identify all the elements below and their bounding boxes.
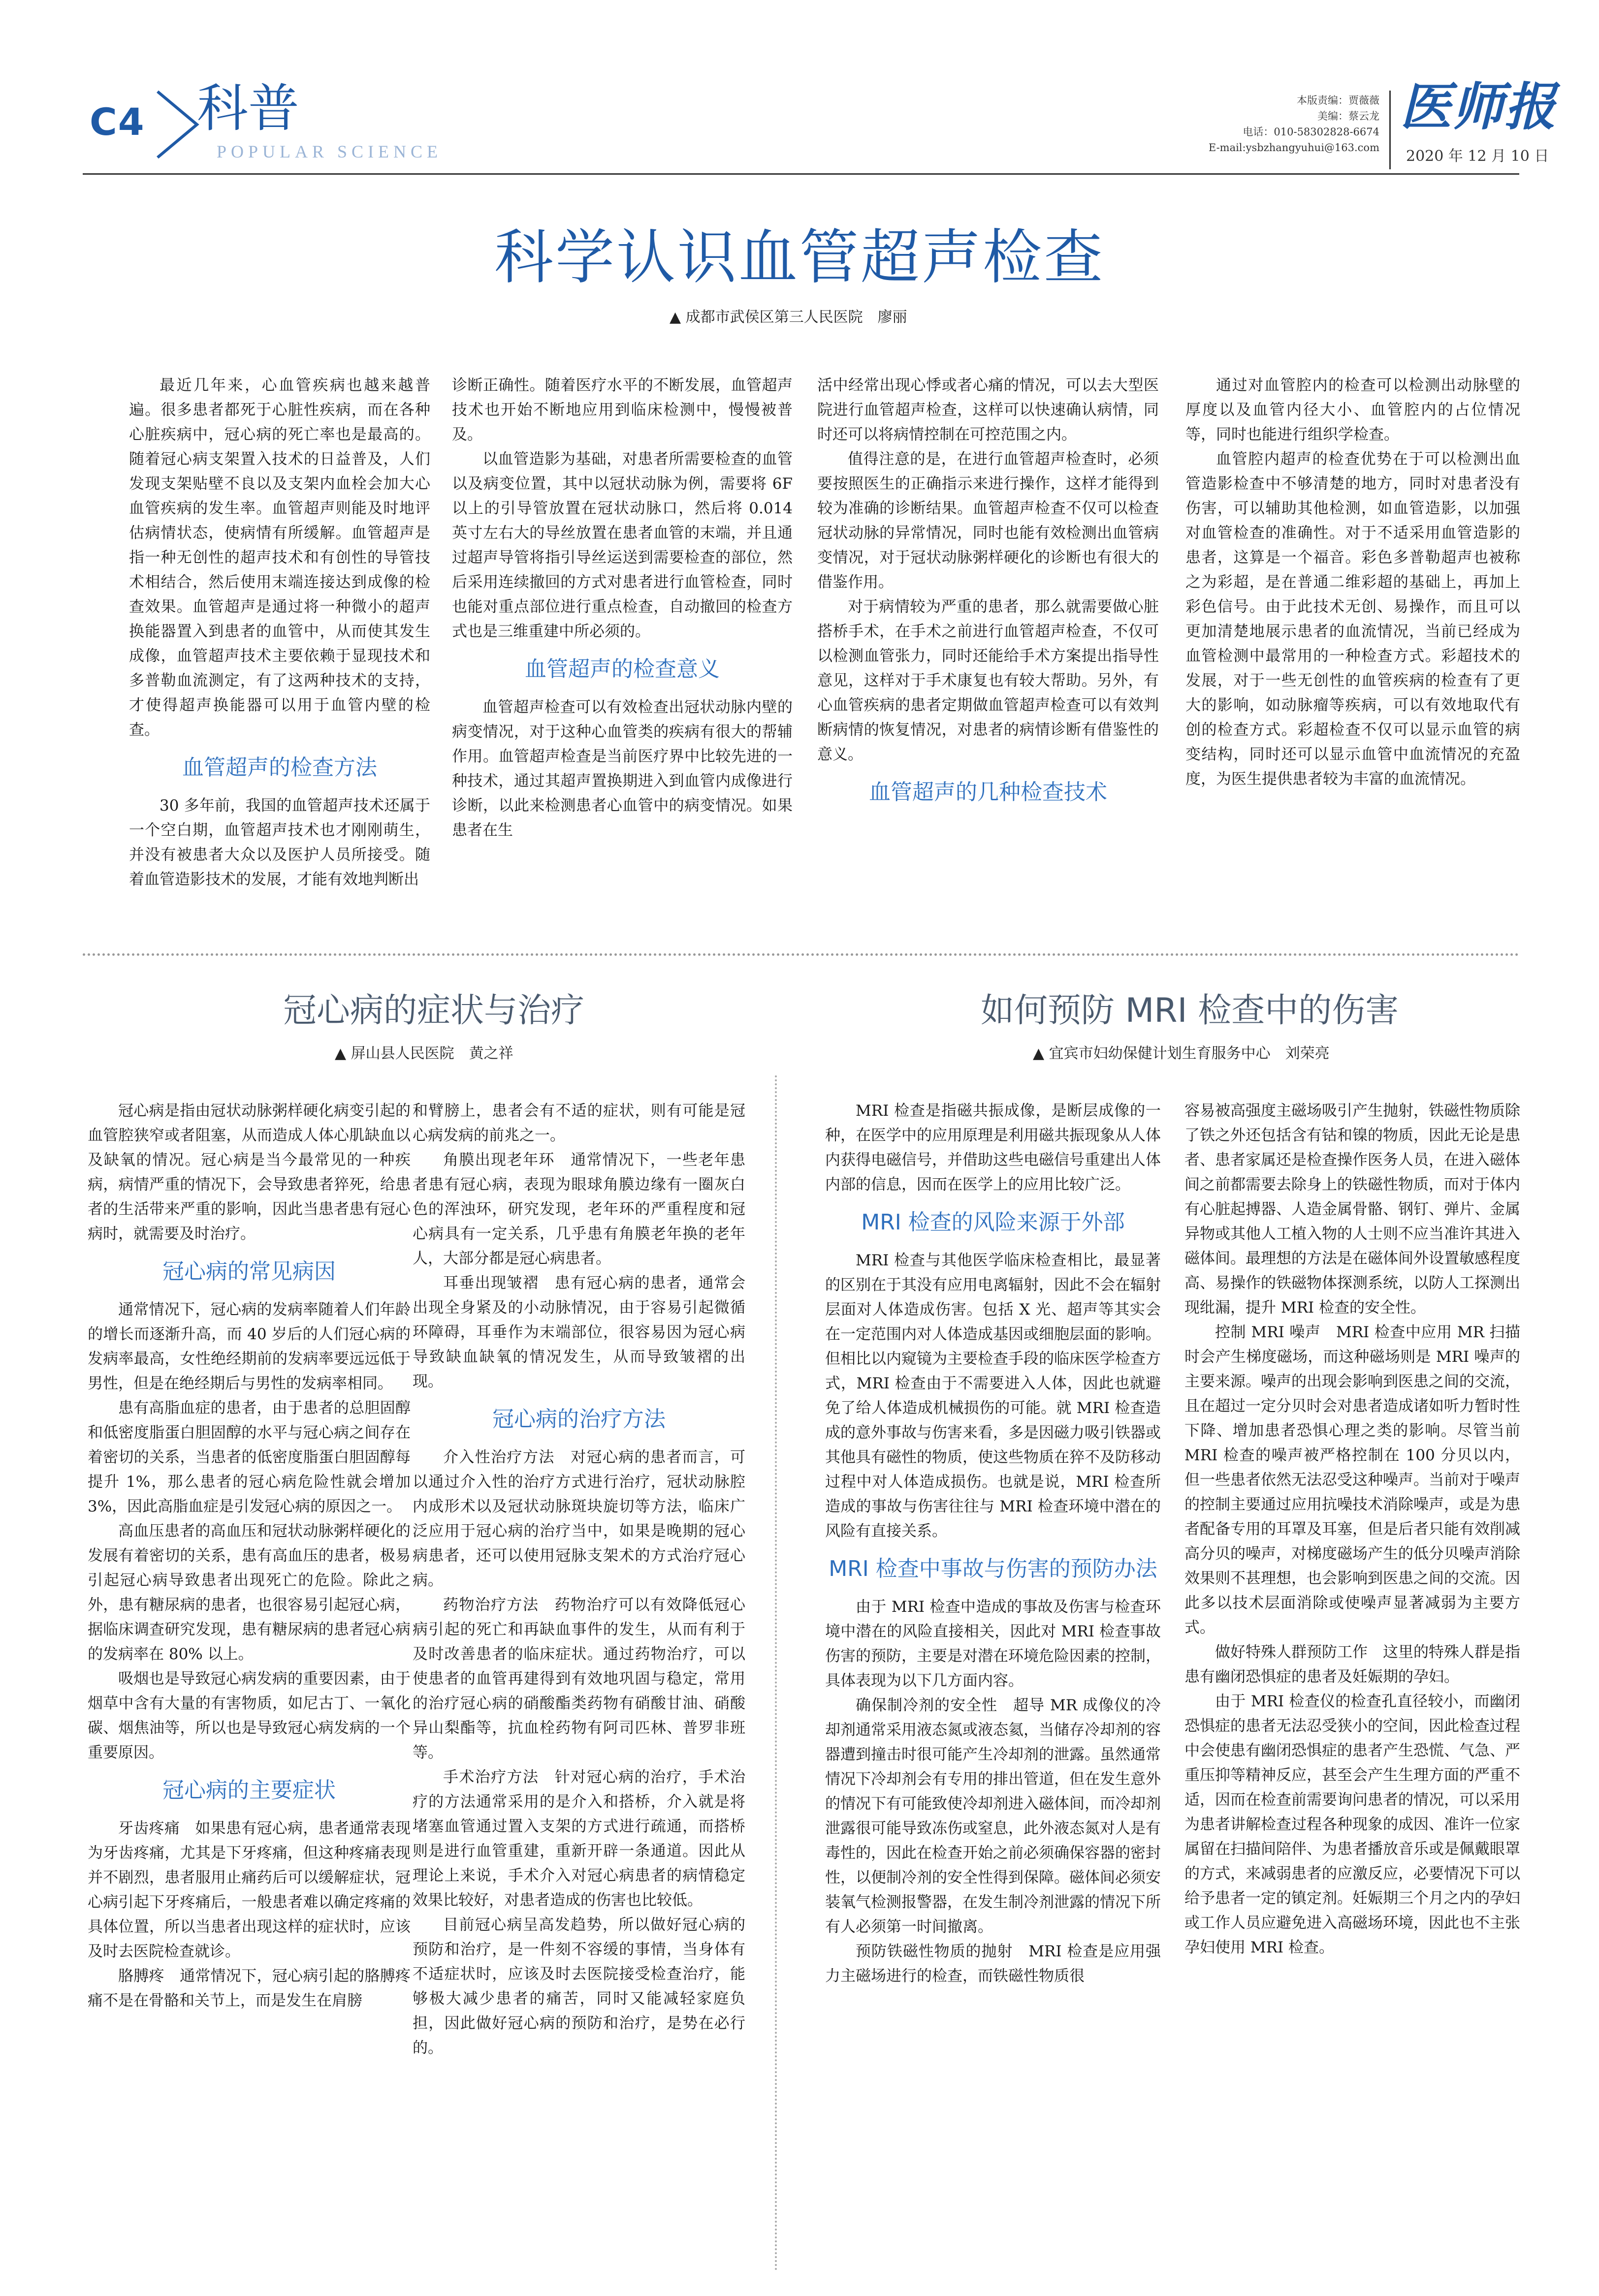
section-heading: 血管超声的几种检查技术 xyxy=(869,780,1107,805)
paragraph: 预防铁磁性物质的抛射 MRI 检查是应用强力主磁场进行的检查，而铁磁性物质很 xyxy=(825,1943,1161,1985)
section-heading: 血管超声的检查意义 xyxy=(525,657,720,682)
paragraph: 30 多年前，我国的血管超声技术还属于一个空白期，血管超声技术也才刚刚萌生，并没有被患者大众以及医护人员所接受。随着血管造影技术的发展，才能有效地判断出 xyxy=(129,797,430,888)
paragraph: 通过对血管腔内的检查可以检测出动脉壁的厚度以及血管内径大小、血管腔内的占位情况等，同时也能进行组织学检查。 xyxy=(1185,377,1520,443)
section-name-en: POPULAR SCIENCE xyxy=(217,142,443,161)
page-number: C4 xyxy=(90,100,145,144)
paragraph: 容易被高强度主磁场吸引产生抛射，铁磁性物质除了铁之外还包括含有钴和镍的物质，因此无论是患者、患者家属还是检查操作医务人员，在进入磁体间之前都需要去除身上的铁磁性物质，而对于体内有心脏起搏器、人造金属骨骼、钢钉、弹片、金属异物或其他人工植入物的人士则不应当准许其进入磁体间。最理想的方法是在磁体间外设置敏感程度高、易操作的铁磁物体探测系统，以防人工探测出现纰漏，提升 MRI 检查的安全性。 xyxy=(1184,1102,1520,1317)
email-label: E-mail:ysbzhangyuhui@163.com xyxy=(1208,142,1379,154)
paragraph: 对于病情较为严重的患者，那么就需要做心脏搭桥手术，在手术之前进行血管超声检查，不仅可以检测血管张力，同时还能给手术方案提出指导性意见，这样对于手术康复也有较大帮助。另外，有心血管疾病的患者定期做血管超声检查可以有效判断病情的恢复情况，对患者的病情诊断有借鉴性的意义。 xyxy=(817,598,1159,763)
paragraph: 目前冠心病呈高发趋势，所以做好冠心病的预防和治疗，是一件刻不容缓的事情，当身体有不适症状时，应该及时去医院接受检查治疗，能够极大减少患者的痛苦，同时又能减轻家庭负担，因此做好冠心病的预防和治疗，是势在必行的。 xyxy=(413,1916,745,2057)
paragraph: 高血压患者的高血压和冠状动脉粥样硬化的发展有着密切的关系，患有高血压的患者，极易引起冠心病导致患者出现死亡的危险。除此之外，患有糖尿病的患者，也很容易引起冠心病，据临床调查研究发现，患有糖尿病的患者冠心病的发病率在 80% 以上。 xyxy=(88,1522,411,1663)
section-heading: 血管超声的检查方法 xyxy=(182,755,377,780)
right-article-column-2 xyxy=(1184,1099,1520,1960)
paragraph: 药物治疗方法 药物治疗可以有效降低冠心病引起的死亡和再缺血事件的发生，从而有利于及时改善患者的临床症状。通过药物治疗，可以使患者的血管再建得到有效地巩固与稳定，常用的治疗冠心病的硝酸酯类药物有硝酸甘油、硝酸异山梨酯等，抗血栓药物有阿司匹林、普罗非班等。 xyxy=(413,1596,745,1761)
paragraph: 患有高脂血症的患者，由于患者的总胆固醇和低密度脂蛋白胆固醇的水平与冠心病之间存在着密切的关系，当患者的低密度脂蛋白胆固醇每提升 1%，那么患者的冠心病危险性就会增加 3%，因此高脂血症是引发冠心病的原因之一。 xyxy=(88,1399,411,1515)
main-article-byline: ▲ 成都市武侯区第三人民医院 廖丽 xyxy=(670,309,907,326)
section-heading: 冠心病的治疗方法 xyxy=(492,1407,666,1432)
paragraph: 吸烟也是导致冠心病发病的重要因素，由于烟草中含有大量的有害物质，如尼古丁、一氧化碳、烟焦油等，所以也是导致冠心病发病的一个重要原因。 xyxy=(88,1670,411,1761)
main-article-title: 科学认识血管超声检查 xyxy=(494,223,1105,292)
right-article-title: 如何预防 MRI 检查中的伤害 xyxy=(981,991,1399,1030)
left-article-column-1 xyxy=(88,1099,411,2013)
main-article-column-1 xyxy=(129,373,430,892)
left-article-column-2 xyxy=(413,1099,745,2060)
paragraph: 以血管造影为基础，对患者所需要检查的血管以及病变位置，其中以冠状动脉为例，需要将 6F 以上的引导管放置在冠状动脉口，然后将 0.014 英寸左右大的导丝放置在患者血管的末端，并且通过超声导管将指引导丝运送到需要检查的部位，然后采用连续撤回的方式对患者进行血管检查，同时也能对重点部位进行重点检查，自动撤回的检查方式也是三维重建中所必须的。 xyxy=(452,450,793,640)
issue-date: 2020 年 12 月 10 日 xyxy=(1406,148,1549,165)
section-heading: 冠心病的常见病因 xyxy=(162,1259,336,1284)
main-article-column-3 xyxy=(817,373,1159,818)
paragraph: 血管超声检查可以有效检查出冠状动脉内壁的病变情况，对于这种心血管类的疾病有很大的帮辅作用。血管超声检查是当前医疗界中比较先进的一种技术，通过其超声置换期进入到血管内成像进行诊断，以此来检测患者心血管中的病变情况。如果患者在生 xyxy=(452,698,793,839)
left-article-title: 冠心病的症状与治疗 xyxy=(283,991,585,1030)
right-article-byline: ▲ 宜宾市妇幼保健计划生育服务中心 刘荣亮 xyxy=(1033,1045,1330,1062)
header-divider xyxy=(1389,91,1391,169)
paragraph: 牙齿疼痛 如果患有冠心病，患者通常表现为牙齿疼痛，尤其是下牙疼痛，但这种疼痛表现并不剧烈，患者服用止痛药后可以缓解症状，冠心病引起下牙疼痛后，一般患者难以确定疼痛的具体位置，所以当患者出现这样的症状时，应该及时去医院检查就诊。 xyxy=(88,1820,411,1960)
paragraph: 由于 MRI 检查中造成的事故及伤害与检查环境中潜在的风险直接相关，因此对 MRI 检查事故伤害的预防，主要是对潜在环境危险因素的控制，具体表现为以下几方面内容。 xyxy=(825,1598,1161,1690)
paragraph: 活中经常出现心悸或者心痛的情况，可以去大型医院进行血管超声检查，这样可以快速确认病情，同时还可以将病情控制在可控范围之内。 xyxy=(817,377,1159,443)
paragraph: 确保制冷剂的安全性 超导 MR 成像仪的冷却剂通常采用液态氮或液态氦，当储存冷却剂的容器遭到撞击时很可能产生冷却剂的泄露。虽然通常情况下冷却剂会有专用的排出管道，但在发生意外的情况下有可能致使冷却剂进入磁体间，而冷却剂泄露很可能导致冻伤或窒息，此外液态氮对人是有毒性的，因此在检查开始之前必须确保容器的密封性，以便制冷剂的安全性得到保障。磁体间必须安装氧气检测报警器，在发生制冷剂泄露的情况下所有人必须第一时间撤离。 xyxy=(825,1697,1161,1936)
main-article-column-2 xyxy=(452,373,793,843)
paragraph: 诊断正确性。随着医疗水平的不断发展，血管超声技术也开始不断地应用到临床检测中，慢慢被普及。 xyxy=(452,377,793,443)
paragraph: 冠心病是指由冠状动脉粥样硬化病变引起的血管腔狭窄或者阻塞，从而造成人体心肌缺血以及缺氧的情况。冠心病是当今最常见的一种疾病，病情严重的情况下，会导致患者猝死，给患者的生活带来严重的影响，因此当患者患有冠心病时，就需要及时治疗。 xyxy=(88,1102,411,1243)
phone-label: 电话：010-58302828-6674 xyxy=(1243,126,1379,138)
section-heading: MRI 检查的风险来源于外部 xyxy=(861,1210,1125,1235)
paragraph: 最近几年来，心血管疾病也越来越普遍。很多患者都死于心脏性疾病，而在各种心脏疾病中，冠心病的死亡率也是最高的。随着冠心病支架置入技术的日益普及，人们发现支架贴壁不良以及支架内血栓会加大心血管疾病的发生率。血管超声则能及时地评估病情状态，使病情有所缓解。血管超声是指一种无创性的超声技术和有创性的导管技术相结合，然后使用末端连接达到成像的检查效果。血管超声是通过将一种微小的超声换能器置入到患者的血管中，从而使其发生成像，血管超声技术主要依赖于显现技术和多普勒血流测定，有了这两种技术的支持，才使得超声换能器可以用于血管内壁的检查。 xyxy=(129,377,430,739)
paragraph: 由于 MRI 检查仪的检查孔直径较小，而幽闭恐惧症的患者无法忍受狭小的空间，因此检查过程中会使患有幽闭恐惧症的患者产生恐慌、气急、严重压抑等精神反应，甚至会产生生理方面的严重不适，因而在检查前需要询问患者的情况，可以采用为患者讲解检查过程各种现象的成因、准许一位家属留在扫描间陪伴、为患者播放音乐或是佩戴眼罩的方式，来减弱患者的应激反应，必要情况下可以给予患者一定的镇定剂。妊娠期三个月之内的孕妇或工作人员应避免进入高磁场环境，因此也不主张孕妇使用 MRI 检查。 xyxy=(1184,1693,1520,1956)
right-article-column-1 xyxy=(825,1099,1161,1988)
main-article-column-4 xyxy=(1185,373,1520,791)
newspaper-logo: 医师报 xyxy=(1400,77,1557,137)
section-name: 科普 xyxy=(197,78,300,138)
paragraph: 控制 MRI 噪声 MRI 检查中应用 MR 扫描时会产生梯度磁场，而这种磁场则是 MRI 噪声的主要来源。噪声的出现会影响到医患之间的交流，且在超过一定分贝时会对患者造成诸如听力暂时性下降、增加患者恐惧心理之类的影响。尽管当前 MRI 检查的噪声被严格控制在 100 分贝以内，但一些患者依然无法忍受这种噪声。当前对于噪声的控制主要通过应用抗噪技术消除噪声，或是为患者配备专用的耳罩及耳塞，但是后者只能有效削减高分贝的噪声，对梯度磁场产生的低分贝噪声消除效果则不甚理想，也会影响到医患之间的交流。因此多以技术层面消除或使噪声显著减弱为主要方式。 xyxy=(1184,1323,1520,1636)
paragraph: 介入性治疗方法 对冠心病的患者而言，可以通过介入性的治疗方式进行治疗，冠状动脉腔内成形术以及冠状动脉斑块旋切等方法，临床广泛应用于冠心病的治疗当中，如果是晚期的冠心病患者，还可以使用冠脉支架术的方式治疗冠心病。 xyxy=(413,1448,745,1589)
paragraph: 角膜出现老年环 通常情况下，一些老年患者患有冠心病，表现为眼球角膜边缘有一圈灰白色的浑浊环，研究发现，老年环的严重程度和冠心病具有一定关系，几乎患有角膜老年换的老年人，大部分都是冠心病患者。 xyxy=(413,1151,745,1267)
paragraph: 做好特殊人群预防工作 这里的特殊人群是指患有幽闭恐惧症的患者及妊娠期的孕妇。 xyxy=(1184,1643,1520,1686)
column-separator xyxy=(775,1075,777,2271)
article-separator xyxy=(83,953,1519,956)
paragraph: 值得注意的是，在进行血管超声检查时，必须要按照医生的正确指示来进行操作，这样才能得到较为准确的诊断结果。血管超声检查不仅可以检查冠状动脉的异常情况，同时也能有效检测出血管病变情况，对于冠状动脉粥样硬化的诊断也有很大的借鉴作用。 xyxy=(817,450,1159,591)
section-heading: 冠心病的主要症状 xyxy=(162,1778,336,1803)
paragraph: 和臂膀上，患者会有不适的症状，则有可能是冠心病发病的前兆之一。 xyxy=(413,1102,745,1144)
header-rule xyxy=(83,173,1519,175)
designer-label: 美编：蔡云龙 xyxy=(1317,110,1379,122)
section-heading: MRI 检查中事故与伤害的预防办法 xyxy=(829,1556,1157,1581)
paragraph: 胳膊疼 通常情况下，冠心病引起的胳膊疼痛不是在骨骼和关节上，而是发生在肩膀 xyxy=(88,1967,411,2010)
editor-info xyxy=(1158,93,1379,156)
paragraph: 手术治疗方法 针对冠心病的治疗，手术治疗的方法通常采用的是介入和搭桥，介入就是将堵塞血管通过置入支架的方式进行疏通，而搭桥则是进行血管重建，重新开辟一条通道。因此从理论上来说，手术介入对冠心病患者的病情稳定效果比较好，对患者造成的伤害也比较低。 xyxy=(413,1768,745,1909)
editor-label: 本版责编：贾薇薇 xyxy=(1297,94,1379,106)
paragraph: MRI 检查与其他医学临床检查相比，最显著的区别在于其没有应用电离辐射，因此不会在辐射层面对人体造成伤害。包括 X 光、超声等其实会在一定范围内对人体造成基因或细胞层面的影响。但相比以内窥镜为主要检查手段的临床医学检查方式，MRI 检查由于不需要进入人体，因此也就避免了给人体造成机械损伤的可能。就 MRI 检查造成的意外事故与伤害来看，多是因磁力吸引铁器或其他具有磁性的物质，使这些物质在猝不及防移动过程中对人体造成损伤。也就是说，MRI 检查所造成的事故与伤害往往与 MRI 检查环境中潜在的风险有直接关系。 xyxy=(825,1252,1161,1540)
left-article-byline: ▲ 屏山县人民医院 黄之祥 xyxy=(335,1045,513,1062)
paragraph: 耳垂出现皱褶 患有冠心病的患者，通常会出现全身紧及的小动脉情况，由于容易引起微循环障碍，耳垂作为末端部位，很容易因为冠心病导致缺血缺氧的情况发生，从而导致皱褶的出现。 xyxy=(413,1274,745,1390)
paragraph: MRI 检查是指磁共振成像，是断层成像的一种，在医学中的应用原理是利用磁共振现象从人体内获得电磁信号，并借助这些电磁信号重建出人体内部的信息，因而在医学上的应用比较广泛。 xyxy=(825,1102,1161,1194)
paragraph: 通常情况下，冠心病的发病率随着人们年龄的增长而逐渐升高，而 40 岁后的人们冠心病的发病率最高，女性绝经期前的发病率要远远低于男性，但是在绝经期后与男性的发病率相同。 xyxy=(88,1301,411,1392)
paragraph: 血管腔内超声的检查优势在于可以检测出血管造影检查中不够清楚的地方，同时对患者没有伤害，可以辅助其他检测，如血管造影，以加强对血管检查的准确性。对于不适采用血管造影的患者，这算是一个福音。彩色多普勒超声也被称之为彩超，是在普通二维彩超的基础上，再加上彩色信号。由于此技术无创、易操作，而且可以更加清楚地展示患者的血流情况，当前已经成为血管检测中最常用的一种检查方式。彩超技术的发展，对于一些无创性的血管疾病的检查有了更大的影响，如动脉瘤等疾病，可以有效地取代有创的检查方式。彩超检查不仅可以显示血管的病变结构，同时还可以显示血管中血流情况的充盈度，为医生提供患者较为丰富的血流情况。 xyxy=(1185,450,1520,788)
